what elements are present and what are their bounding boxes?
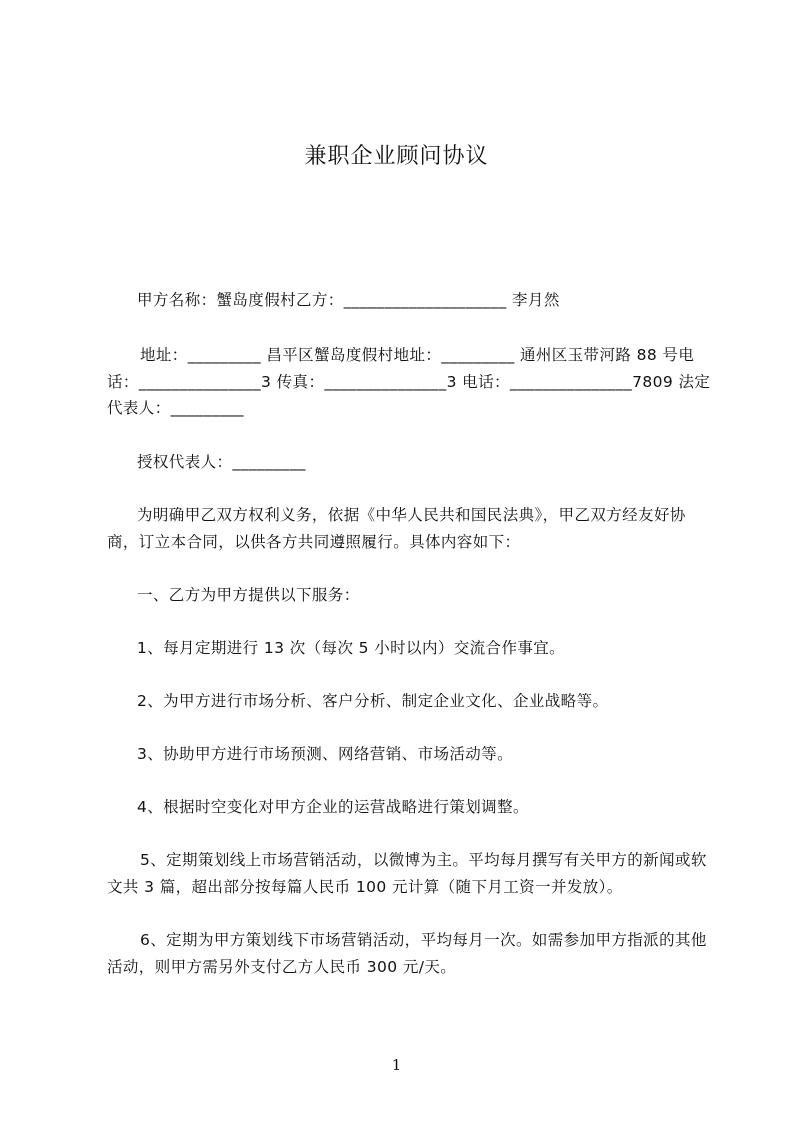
party-names-line: 甲方名称：蟹岛度假村乙方：____________________ 李月然 — [137, 291, 560, 309]
clause-5-continued: 文共 3 篇，超出部分按每篇人民币 100 元计算（随下月工资一并发放）。 — [107, 878, 623, 896]
address-line: 地址：_________ 昌平区蟹岛度假村地址：_________ 通州区玉带河路 88 号电 — [140, 346, 695, 364]
clause-6-continued: 活动，则甲方需另外支付乙方人民币 300 元/天。 — [107, 958, 457, 976]
clause-6: 6、定期为甲方策划线下市场营销活动，平均每月一次。如需参加甲方指派的其他 — [140, 931, 707, 949]
section-heading: 一、乙方为甲方提供以下服务： — [137, 586, 360, 604]
page-number: 1 — [391, 1056, 402, 1074]
document-title: 兼职企业顾问协议 — [304, 144, 489, 169]
preamble-line: 商，订立本合同，以供各方共同遵照履行。具体内容如下： — [107, 533, 521, 551]
clause-4: 4、根据时空变化对甲方企业的运营战略进行策划调整。 — [137, 798, 529, 816]
clause-1: 1、每月定期进行 13 次（每次 5 小时以内）交流合作事宜。 — [137, 639, 566, 657]
authorized-representative-line: 授权代表人：_________ — [137, 453, 306, 471]
clause-3: 3、协助甲方进行市场预测、网络营销、市场活动等。 — [137, 745, 513, 763]
legal-representative-line: 代表人：_________ — [107, 399, 244, 417]
contact-line: 话：_______________3 传真：_______________3 电话：_______________7809 法定 — [107, 373, 711, 391]
preamble-line: 为明确甲乙双方权利义务，依据《中华人民共和国民法典》，甲乙双方经友好协 — [137, 506, 686, 524]
clause-5: 5、定期策划线上市场营销活动，以微博为主。平均每月撰写有关甲方的新闻或软 — [140, 851, 707, 869]
clause-2: 2、为甲方进行市场分析、客户分析、制定企业文化、企业战略等。 — [137, 692, 609, 710]
